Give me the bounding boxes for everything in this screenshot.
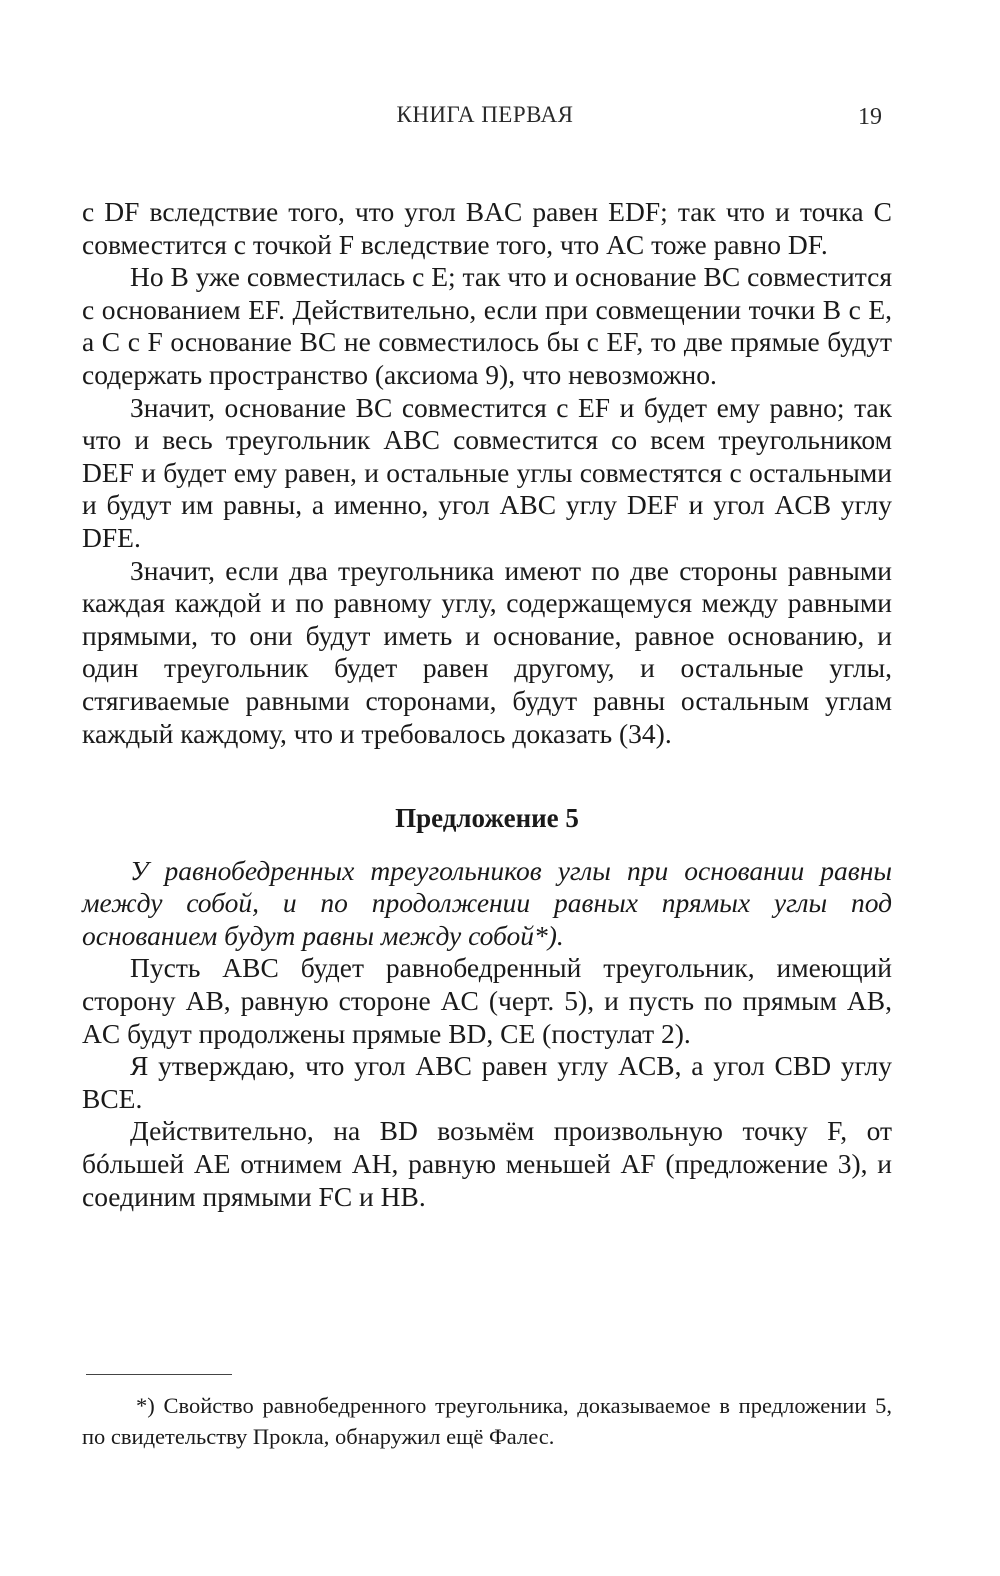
proposition-heading: Предложение 5	[395, 803, 579, 834]
paragraph: Значит, основание BC совместится с EF и будет ему равно; так что и весь треугольник ABC совместится со всем треугольником DEF и будет ему равен, и остальные углы совместятся с остальными и будут им равны, а именно, угол ABC углу DEF и угол ACB углу DFE.	[82, 391, 892, 553]
paragraph: Действительно, на BD возьмём произвольную точку F, от бóльшей AE отнимем AH, равную меньшей AF (предложение 3), и соединим прямыми FC и HB.	[82, 1115, 892, 1212]
paragraph: Я утверждаю, что угол ABC равен углу ACB, а угол CBD углу BCE.	[82, 1050, 892, 1114]
paragraph: Но B уже совместилась с E; так что и основание BC совместится с основанием EF. Действительно, если при совмещении точки B с E, а C с F основание BC не совместилось бы с EF, то две прямые будут содержать пространство (аксиома 9), что невозможно.	[82, 261, 892, 390]
running-title: КНИГА ПЕРВАЯ	[396, 102, 574, 127]
page-number: 19	[858, 104, 882, 130]
paragraph: с DF вследствие того, что угол BAC равен EDF; так что и точка C совместится с точкой F вследствие того, что AC тоже равно DF.	[82, 196, 892, 260]
footnote-divider	[86, 1374, 232, 1375]
paragraph: Значит, если два треугольника имеют по две стороны равными каждая каждой и по равному углу, содержащемуся между равными прямыми, то они будут иметь и основание, равное основанию, и один треугольник будет равен другому, и остальные углы, стягиваемые равными сторонами, будут равны остальным углам каждый каждому, что и требовалось доказать (34).	[82, 554, 892, 749]
proposition-statement: У равнобедренных треугольников углы при основании равны между собой, и по продолжении равных прямых углы под основанием будут равны между собой*).	[82, 854, 892, 951]
footnote	[82, 1390, 892, 1452]
paragraph: Пусть ABC будет равнобедренный треугольник, имеющий сторону AB, равную стороне AC (черт. 5), и пусть по прямым AB, AC будут продолжены прямые BD, CE (постулат 2).	[82, 952, 892, 1049]
main-text	[82, 196, 892, 1213]
footnote-text: *) Свойство равнобедренного треугольника, доказываемое в предложении 5, по свидетельству Прокла, обнаружил ещё Фалес.	[82, 1393, 892, 1449]
